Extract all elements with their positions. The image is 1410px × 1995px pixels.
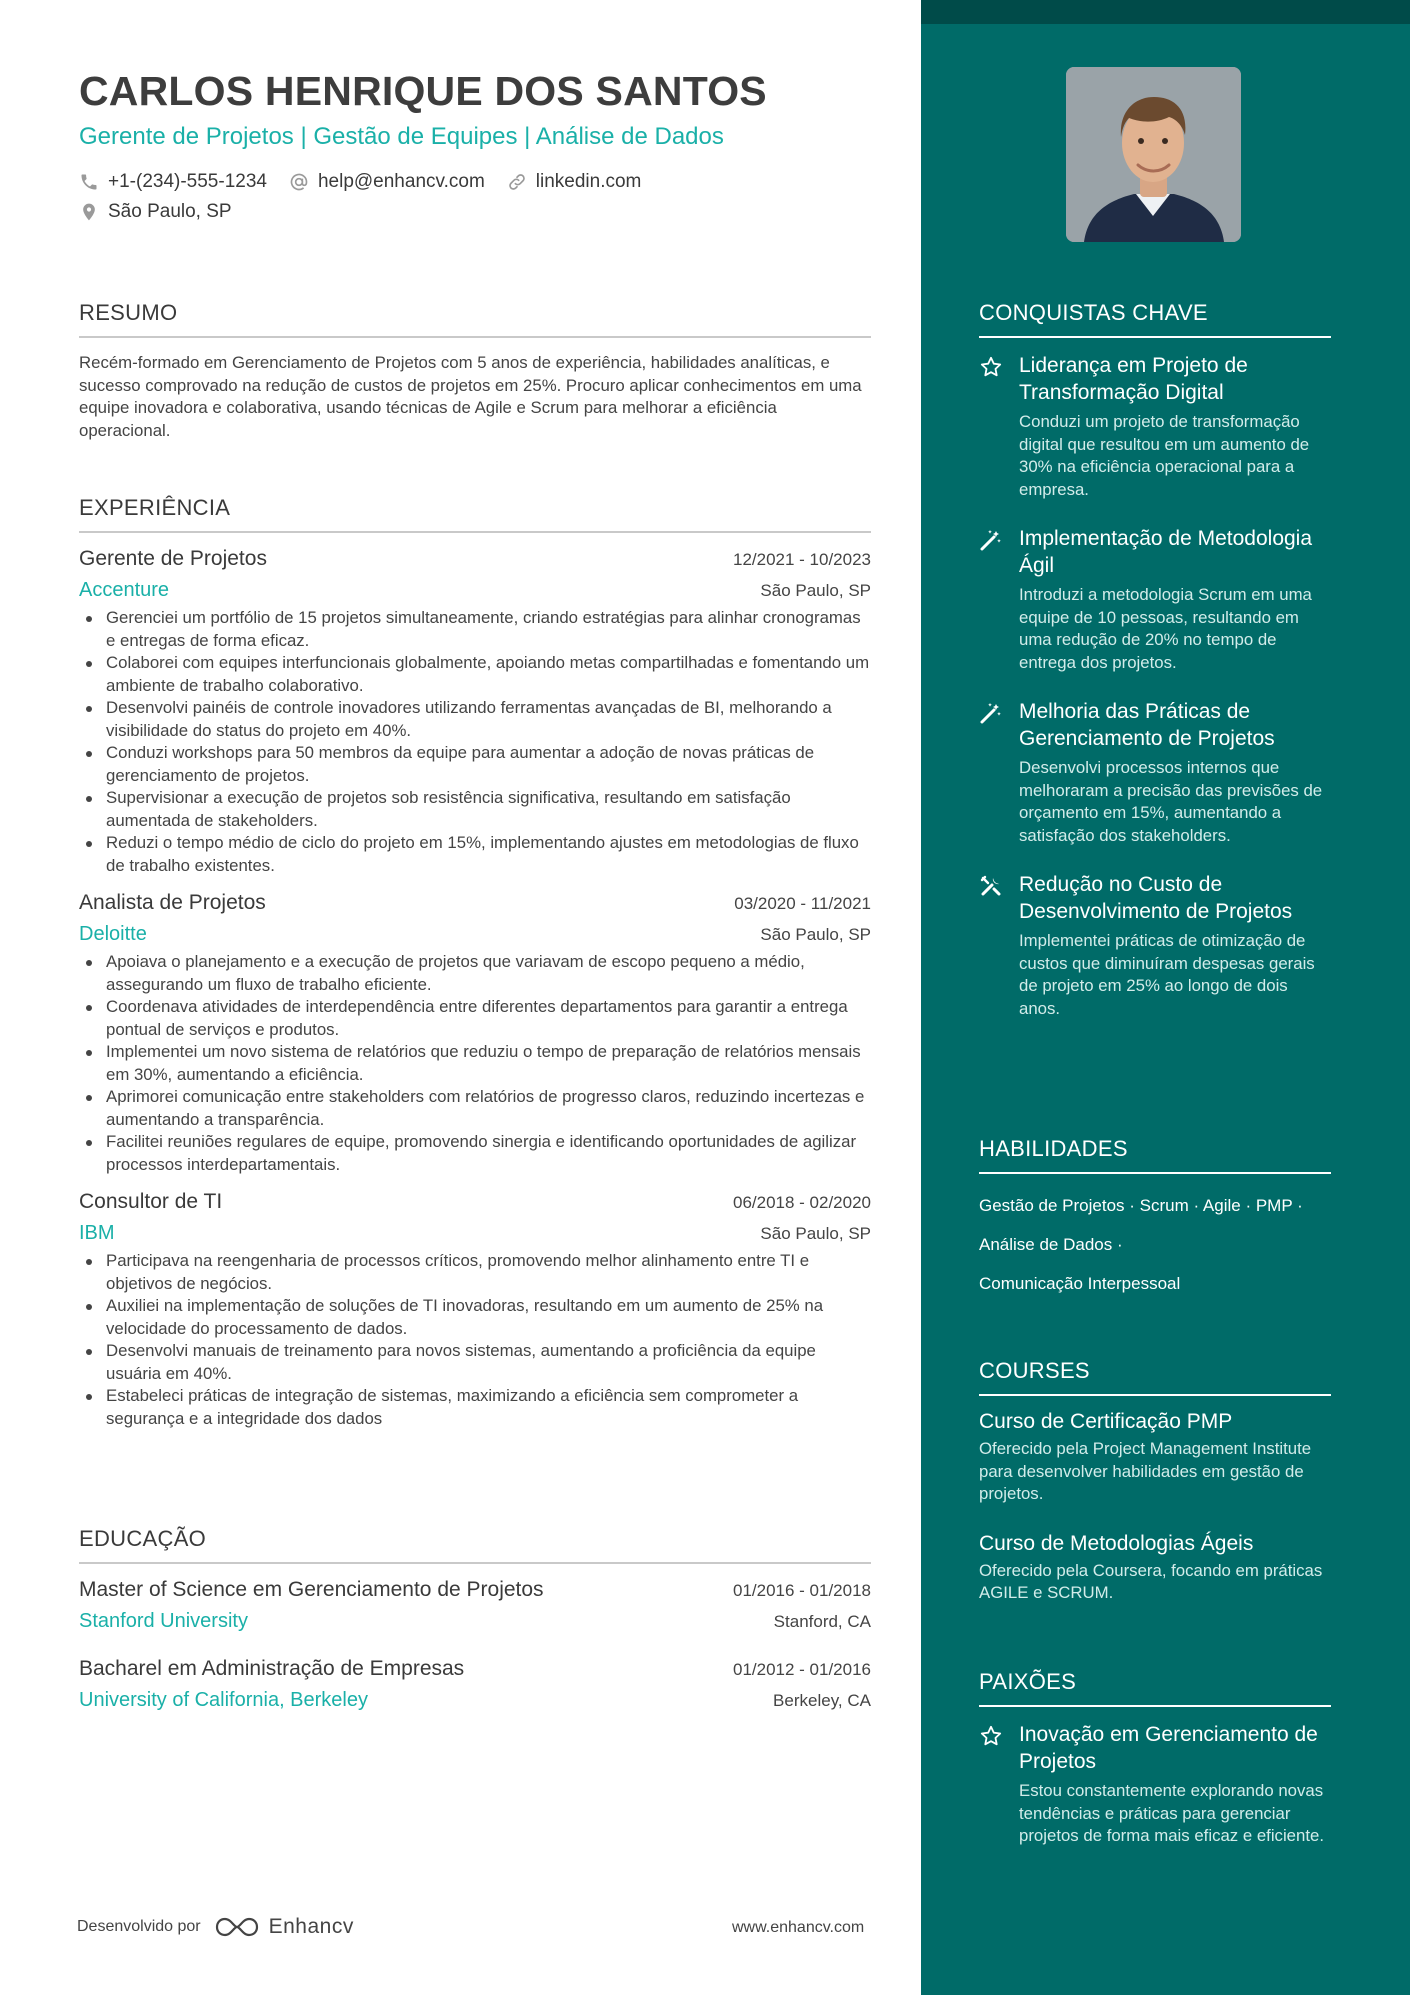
- job-dates: 03/2020 - 11/2021: [734, 894, 871, 913]
- bullet-item: Estabeleci práticas de integração de sistemas, maximizando a eficiência sem comprometer a segurança e a integridade dos dados: [79, 1385, 871, 1430]
- skills-list: [979, 1186, 1331, 1303]
- headline: Gerente de Projetos | Gestão de Equipes | Análise de Dados: [79, 123, 724, 150]
- email-text: help@enhancv.com: [317, 171, 485, 192]
- summary-section: [79, 300, 871, 442]
- phone-text: +1-(234)-555-1234: [108, 171, 267, 192]
- skills-line: Gestão de Projetos · Scrum · Agile · PMP ·: [979, 1196, 1303, 1215]
- achievement-title: Melhoria das Práticas de Gerenciamento de Projetos: [1019, 700, 1275, 750]
- sidebar-top-bar: [921, 0, 1410, 24]
- achievement-item: [979, 525, 1331, 674]
- bullet-item: Gerenciei um portfólio de 15 projetos simultaneamente, criando estratégias para alinhar cronogramas e entregas de forma eficaz.: [79, 607, 871, 652]
- job-bullets: [79, 607, 871, 877]
- courses-section: [979, 1358, 1331, 1605]
- degree: Master of Science em Gerenciamento de Projetos: [79, 1578, 544, 1601]
- courses-title: COURSES: [979, 1358, 1331, 1396]
- education-dates: 01/2016 - 01/2018: [732, 1581, 871, 1600]
- job-location: São Paulo, SP: [760, 925, 871, 944]
- bullet-item: Aprimorei comunicação entre stakeholders com relatórios de progresso claros, reduzindo incertezas e aumentando a transparência.: [79, 1086, 871, 1131]
- school-name: University of California, Berkeley: [79, 1689, 368, 1711]
- bullet-item: Apoiava o planejamento e a execução de projetos que variavam de escopo pequeno a médio, assegurando um fluxo de trabalho eficiente.: [79, 951, 871, 996]
- course-item: [979, 1532, 1331, 1605]
- experience-section: [79, 495, 871, 1430]
- location-contact: [79, 201, 232, 223]
- job-entry: [79, 1190, 871, 1430]
- education-title: EDUCAÇÃO: [79, 1526, 871, 1564]
- bullet-item: Reduzi o tempo médio de ciclo do projeto em 15%, implementando ajustes em metodologias de fluxo de trabalho existentes.: [79, 832, 871, 877]
- job-title: Analista de Projetos: [79, 891, 266, 914]
- degree: Bacharel em Administração de Empresas: [79, 1657, 465, 1680]
- achievement-item: [979, 698, 1331, 847]
- summary-title: RESUMO: [79, 300, 871, 338]
- job-title: Consultor de TI: [79, 1190, 223, 1213]
- skills-line: Análise de Dados ·: [979, 1235, 1123, 1254]
- course-desc: Oferecido pela Coursera, focando em práticas AGILE e SCRUM.: [979, 1560, 1323, 1602]
- bullet-item: Colaborei com equipes interfuncionais globalmente, apoiando metas compartilhadas e fomentando um ambiente de trabalho colaborativo.: [79, 652, 871, 697]
- sidebar: [921, 0, 1410, 1995]
- star-icon: [979, 1724, 1003, 1748]
- linkedin-contact[interactable]: [507, 171, 642, 193]
- passion-title: Inovação em Gerenciamento de Projetos: [1019, 1723, 1318, 1773]
- footer-branding: [77, 1914, 354, 1940]
- achievement-desc: Conduzi um projeto de transformação digital que resultou em um aumento de 30% na eficiência operacional para a empresa.: [1019, 412, 1310, 499]
- bullet-item: Desenvolvi painéis de controle inovadores utilizando ferramentas avançadas de BI, melhorando a visibilidade do status do projeto em 40%.: [79, 697, 871, 742]
- achievements-title: CONQUISTAS CHAVE: [979, 300, 1331, 338]
- job-location: São Paulo, SP: [760, 1224, 871, 1243]
- contact-info: [79, 170, 879, 230]
- bullet-item: Auxiliei na implementação de soluções de TI inovadoras, resultando em um aumento de 25% na velocidade do processamento de dados.: [79, 1295, 871, 1340]
- phone-icon: [79, 172, 99, 192]
- passions-title: PAIXÕES: [979, 1669, 1331, 1707]
- achievement-desc: Desenvolvi processos internos que melhoraram a precisão das previsões de orçamento em 15%, aumentando a satisfação dos stakeholders.: [1019, 758, 1323, 845]
- bullet-item: Facilitei reuniões regulares de equipe, promovendo sinergia e identificando oportunidades de agilizar processos interdepartamentais.: [79, 1131, 871, 1176]
- course-desc: Oferecido pela Project Management Institute para desenvolver habilidades em gestão de projetos.: [979, 1439, 1312, 1503]
- enhancv-logo[interactable]: [213, 1914, 354, 1940]
- brand-text: Enhancv: [268, 1915, 354, 1938]
- bullet-item: Desenvolvi manuais de treinamento para novos sistemas, aumentando a proficiência da equipe usuária em 40%.: [79, 1340, 871, 1385]
- job-entry: [79, 891, 871, 1176]
- star-icon: [979, 355, 1003, 379]
- email-contact[interactable]: [289, 171, 485, 193]
- bullet-item: Conduzi workshops para 50 membros da equipe para aumentar a adoção de novas práticas de gerenciamento de projetos.: [79, 742, 871, 787]
- bullet-item: Coordenava atividades de interdependência entre diferentes departamentos para garantir a entrega pontual de serviços e produtos.: [79, 996, 871, 1041]
- job-entry: [79, 547, 871, 877]
- school-location: Berkeley, CA: [773, 1691, 871, 1710]
- education-dates: 01/2012 - 01/2016: [732, 1660, 871, 1679]
- education-entry: [79, 1578, 871, 1633]
- website-link[interactable]: www.enhancv.com: [732, 1919, 865, 1936]
- achievement-item: [979, 352, 1331, 501]
- company-name: IBM: [79, 1222, 115, 1244]
- achievements-section: [979, 300, 1331, 1020]
- at-icon: [289, 172, 309, 192]
- job-dates: 06/2018 - 02/2020: [732, 1193, 871, 1212]
- skills-section: [979, 1136, 1331, 1303]
- candidate-name: CARLOS HENRIQUE DOS SANTOS: [79, 68, 767, 114]
- course-item: [979, 1410, 1331, 1506]
- location-pin-icon: [79, 202, 99, 222]
- achievement-title: Liderança em Projeto de Transformação Digital: [1019, 354, 1248, 404]
- job-title: Gerente de Projetos: [79, 547, 267, 570]
- bullet-item: Implementei um novo sistema de relatórios que reduziu o tempo de preparação de relatórios mensais em 30%, aumentando a eficiência.: [79, 1041, 871, 1086]
- job-bullets: [79, 951, 871, 1176]
- school-name: Stanford University: [79, 1610, 248, 1632]
- achievement-title: Implementação de Metodologia Ágil: [1019, 527, 1313, 577]
- linkedin-text: linkedin.com: [535, 171, 642, 192]
- summary-text: Recém-formado em Gerenciamento de Projetos com 5 anos de experiência, habilidades analíticas, e sucesso comprovado na redução de custos de projetos em 25%. Procuro aplicar conhecimentos em uma equipe inovadora e colaborativa, usando técnicas de Agile e Scrum para melhorar a eficiência operacional.: [79, 353, 862, 440]
- profile-photo: [1066, 67, 1241, 242]
- tools-icon: [979, 874, 1003, 898]
- course-title: Curso de Certificação PMP: [979, 1410, 1233, 1433]
- school-location: Stanford, CA: [773, 1612, 871, 1631]
- achievement-title: Redução no Custo de Desenvolvimento de Projetos: [1019, 873, 1293, 923]
- skills-title: HABILIDADES: [979, 1136, 1331, 1174]
- experience-title: EXPERIÊNCIA: [79, 495, 871, 533]
- infinity-logo-icon: [213, 1914, 261, 1940]
- company-name: Deloitte: [79, 923, 147, 945]
- location-text: São Paulo, SP: [108, 201, 232, 222]
- achievement-desc: Introduzi a metodologia Scrum em uma equipe de 10 pessoas, resultando em uma redução de 20% no tempo de entrega dos projetos.: [1019, 585, 1312, 672]
- phone-contact[interactable]: [79, 171, 267, 193]
- education-entry: [79, 1657, 871, 1712]
- job-location: São Paulo, SP: [760, 581, 871, 600]
- developed-by-text: Desenvolvido por: [77, 1918, 201, 1935]
- bullet-item: Supervisionar a execução de projetos sob resistência significativa, resultando em satisfação aumentada de stakeholders.: [79, 787, 871, 832]
- passion-item: [979, 1721, 1331, 1848]
- magic-wand-icon: [979, 528, 1003, 552]
- course-title: Curso de Metodologias Ágeis: [979, 1531, 1254, 1555]
- company-name: Accenture: [79, 579, 170, 601]
- bullet-item: Participava na reengenharia de processos críticos, promovendo melhor alinhamento entre TI e objetivos de negócios.: [79, 1250, 871, 1295]
- passions-section: [979, 1669, 1331, 1848]
- achievement-desc: Implementei práticas de otimização de custos que diminuíram despesas gerais de projeto em 25% ao longo de dois anos.: [1019, 931, 1315, 1018]
- link-icon: [507, 172, 527, 192]
- job-bullets: [79, 1250, 871, 1430]
- passion-desc: Estou constantemente explorando novas tendências e práticas para gerenciar projetos de forma mais eficaz e eficiente.: [1019, 1781, 1325, 1845]
- magic-wand-icon: [979, 701, 1003, 725]
- education-section: [79, 1526, 871, 1712]
- avatar-portrait: [1066, 67, 1241, 242]
- skills-line: Comunicação Interpessoal: [979, 1274, 1181, 1293]
- achievement-item: [979, 871, 1331, 1020]
- job-dates: 12/2021 - 10/2023: [732, 550, 871, 569]
